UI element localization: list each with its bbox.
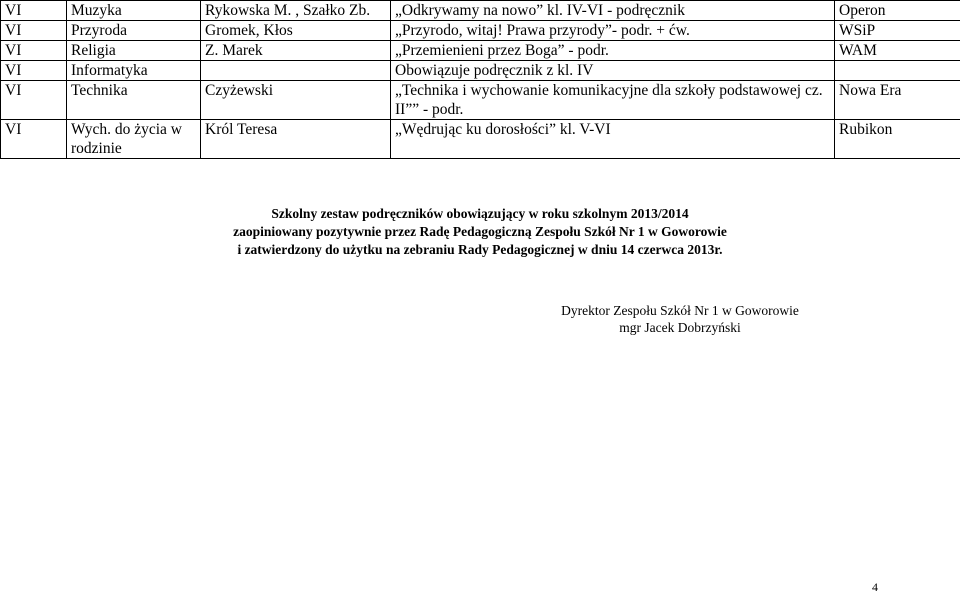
author-cell: Z. Marek xyxy=(201,41,391,61)
signature-title: Dyrektor Zespołu Szkół Nr 1 w Goworowie xyxy=(540,302,820,319)
title-cell: „Przyrodo, witaj! Prawa przyrody”- podr. + ćw. xyxy=(391,21,835,41)
table-row xyxy=(1,61,960,81)
title-cell: „Technika i wychowanie komunikacyjne dla szkoły podstawowej cz. II”” - podr. xyxy=(391,81,835,120)
class-cell: VI xyxy=(1,61,67,81)
publisher-cell: WSiP xyxy=(835,21,960,41)
table-row xyxy=(1,81,960,120)
subject-cell: Religia xyxy=(67,41,201,61)
approval-statement xyxy=(0,205,960,259)
table-row xyxy=(1,1,960,21)
page-number: 4 xyxy=(872,580,878,595)
table-row xyxy=(1,41,960,61)
statement-line: Szkolny zestaw podręczników obowiązujący w roku szkolnym 2013/2014 xyxy=(0,205,960,223)
subject-cell: Informatyka xyxy=(67,61,201,81)
author-cell xyxy=(201,61,391,81)
subject-cell: Technika xyxy=(67,81,201,120)
title-cell: „Przemienieni przez Boga” - podr. xyxy=(391,41,835,61)
class-cell: VI xyxy=(1,81,67,120)
publisher-cell xyxy=(835,61,960,81)
signature-name: mgr Jacek Dobrzyński xyxy=(540,319,820,336)
title-cell: Obowiązuje podręcznik z kl. IV xyxy=(391,61,835,81)
class-cell: VI xyxy=(1,21,67,41)
statement-line: i zatwierdzony do użytku na zebraniu Rady Pedagogicznej w dniu 14 czerwca 2013r. xyxy=(0,241,960,259)
signature-block xyxy=(540,302,820,336)
class-cell: VI xyxy=(1,1,67,21)
author-cell: Król Teresa xyxy=(201,120,391,159)
publisher-cell: Nowa Era xyxy=(835,81,960,120)
publisher-cell: Rubikon xyxy=(835,120,960,159)
statement-line: zaopiniowany pozytywnie przez Radę Pedagogiczną Zespołu Szkół Nr 1 w Goworowie xyxy=(0,223,960,241)
author-cell: Czyżewski xyxy=(201,81,391,120)
table-row xyxy=(1,120,960,159)
publisher-cell: Operon xyxy=(835,1,960,21)
class-cell: VI xyxy=(1,120,67,159)
author-cell: Rykowska M. , Szałko Zb. xyxy=(201,1,391,21)
author-cell: Gromek, Kłos xyxy=(201,21,391,41)
table-row xyxy=(1,21,960,41)
title-cell: „Odkrywamy na nowo” kl. IV-VI - podręcznik xyxy=(391,1,835,21)
subject-cell: Przyroda xyxy=(67,21,201,41)
title-cell: „Wędrując ku dorosłości” kl. V-VI xyxy=(391,120,835,159)
publisher-cell: WAM xyxy=(835,41,960,61)
textbook-table xyxy=(0,0,960,159)
class-cell: VI xyxy=(1,41,67,61)
subject-cell: Wych. do życia w rodzinie xyxy=(67,120,201,159)
subject-cell: Muzyka xyxy=(67,1,201,21)
